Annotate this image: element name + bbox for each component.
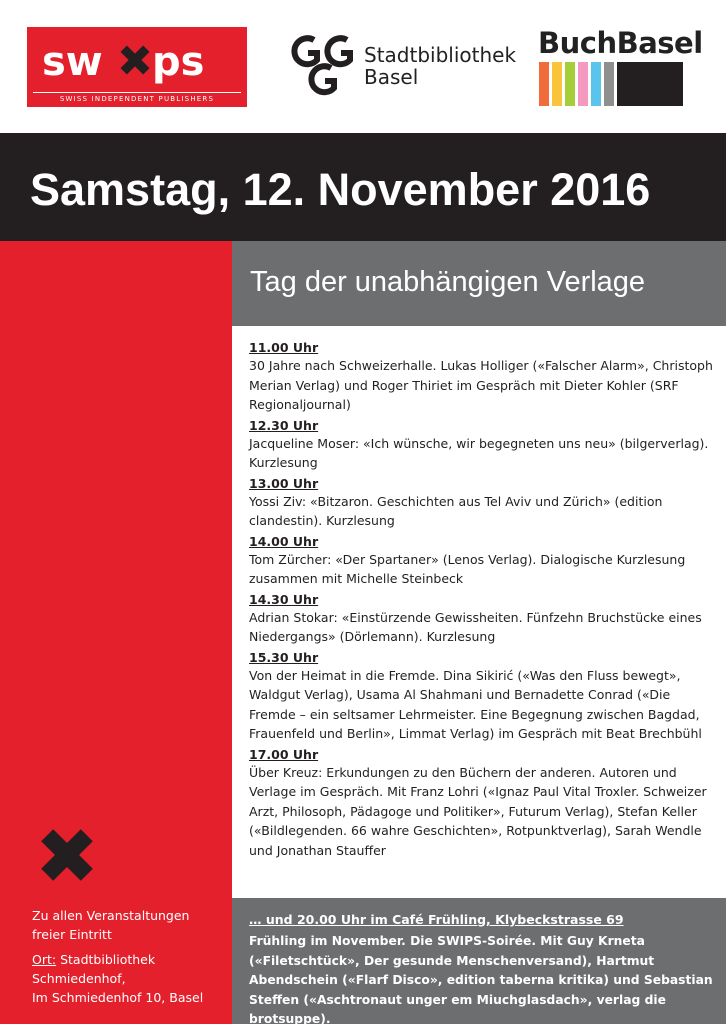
program-time: 14.00 Uhr xyxy=(249,533,319,549)
program-time: 15.30 Uhr xyxy=(249,649,319,665)
program-item xyxy=(249,649,719,744)
buchbasel-bar xyxy=(617,62,683,106)
program-item xyxy=(249,417,719,473)
program-item xyxy=(249,591,719,647)
program-time: 14.30 Uhr xyxy=(249,591,319,607)
program-description: Yossi Ziv: «Bitzaron. Geschichten aus Tel Aviv und Zürich» (edition clandestin). Kurzlesung xyxy=(249,493,663,528)
buchbasel-bar xyxy=(604,62,614,106)
cross-icon xyxy=(38,826,96,884)
free-entry-line1: Zu allen Veranstaltungen xyxy=(32,908,190,923)
program-description: Von der Heimat in die Fremde. Dina Sikirić («Was den Fluss bewegt», Waldgut Verlag), Usama Al Shahmani und Bernadette Conrad («Die Fremde – ein seltsamer Lehrmeister. Eine Begegnung zwischen Bagdad, Frauenfeld und Berlin», Limmat Verlag) im Gespräch mit Beat Brechbühl xyxy=(249,667,702,741)
venue-line2: Schmiedenhof, xyxy=(32,971,126,986)
program-time: 11.00 Uhr xyxy=(249,340,319,355)
buchbasel-bar xyxy=(591,62,601,106)
program-description: Tom Zürcher: «Der Spartaner» (Lenos Verlag). Dialogische Kurzlesung zusammen mit Michelle Steinbeck xyxy=(249,551,686,586)
swips-tagline: SWISS INDEPENDENT PUBLISHERS xyxy=(33,92,241,103)
buchbasel-color-bars xyxy=(539,62,708,106)
stadtbibliothek-line2: Basel xyxy=(364,65,419,89)
venue-line1: Stadtbibliothek xyxy=(60,952,156,967)
program-item xyxy=(249,339,719,415)
header xyxy=(0,0,726,133)
venue-label: Ort: xyxy=(32,952,57,967)
buchbasel-bar xyxy=(552,62,562,106)
program-item xyxy=(249,746,719,861)
stadtbibliothek-line1: Stadtbibliothek xyxy=(364,43,517,67)
program-item xyxy=(249,533,719,589)
svg-text:ps: ps xyxy=(152,39,205,85)
free-entry-note xyxy=(32,906,227,944)
event-date: Samstag, 12. November 2016 xyxy=(30,164,651,215)
program-description: 30 Jahre nach Schweizerhalle. Lukas Holliger («Falscher Alarm», Christoph Merian Verlag) und Roger Thiriet im Gespräch mit Dieter Kohler (SRF Regionaljournal) xyxy=(249,358,713,412)
program-description: Adrian Stokar: «Einstürzende Gewissheiten. Fünfzehn Bruchstücke eines Niedergangs» (Dörlemann). Kurzlesung xyxy=(249,609,702,644)
program-time: 12.30 Uhr xyxy=(249,417,319,433)
program-description: Über Kreuz: Erkundungen zu den Büchern der anderen. Autoren und Verlage im Gespräch. Mit Franz Lohri («Ignaz Paul Vital Troxler. Schweizer Arzt, Philosoph, Pädagoge und Politiker», Futurum Verlag), Stefan Keller («Bildlegenden. 66 wahre Geschichten», Rotpunktverlag), Sarah Wendle und Jonathan Stauffer xyxy=(249,764,707,858)
venue-line3: Im Schmiedenhof 10, Basel xyxy=(32,990,204,1005)
evening-heading: … und 20.00 Uhr im Café Frühling, Klybeckstrasse 69 xyxy=(249,912,624,927)
buchbasel-bar xyxy=(565,62,575,106)
program-list xyxy=(249,339,719,862)
free-entry-line2: freier Eintritt xyxy=(32,927,112,942)
evening-description: Frühling im November. Die SWIPS-Soirée. Mit Guy Krneta («Filetschtück», Der gesunde Menschenversand), Hartmut Abendschein («Flarf Disco», edition taberna kritika) und Sebastian Steffen («Aschtronaut unger em Miuchglasdach», verlag die brotsuppe). xyxy=(249,934,713,1026)
ggg-logo-icon xyxy=(284,34,356,104)
stadtbibliothek-name xyxy=(364,44,516,88)
swips-logo xyxy=(27,27,247,107)
buchbasel-title: BuchBasel xyxy=(538,26,703,60)
program-description: Jacqueline Moser: «Ich wünsche, wir begegneten uns neu» (bilgerverlag). Kurzlesung xyxy=(249,435,709,470)
program-time: 17.00 Uhr xyxy=(249,746,319,762)
buchbasel-bar xyxy=(539,62,549,106)
svg-text:sw: sw xyxy=(42,39,103,85)
program-item xyxy=(249,475,719,531)
program-time: 13.00 Uhr xyxy=(249,475,319,491)
buchbasel-bar xyxy=(578,62,588,106)
event-title: Tag der unabhängigen Verlage xyxy=(250,266,646,298)
venue-info xyxy=(32,950,230,1007)
